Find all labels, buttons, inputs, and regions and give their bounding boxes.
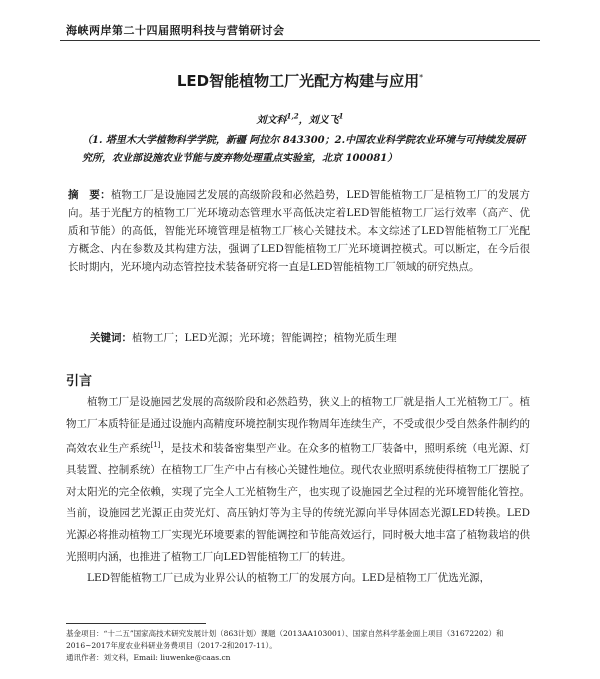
paper-title xyxy=(0,70,600,91)
body-paragraph xyxy=(66,392,530,568)
author-name: 刘义飞 xyxy=(308,115,339,126)
author-separator: ， xyxy=(298,115,309,126)
affiliation: （1. 塔里木大学植物科学学院，新疆 阿拉尔 843300；2.中国农业科学院农业环境与可持续发展研究所，农业部设施农业节能与废弃物处理重点实验室，北京 100081） xyxy=(82,135,526,164)
keywords-text: 植物工厂；LED光源；光环境；智能调控；植物光质生理 xyxy=(132,332,397,344)
abstract-text: 植物工厂是设施园艺发展的高级阶段和必然趋势，LED智能植物工厂是植物工厂的发展方向。基于光配方的植物工厂光环境动态管理水平高低决定着LED智能植物工厂运行效率（高产、优质和节能）的高低，智能光环境管理是植物工厂核心关键技术。本文综述了LED智能植物工厂光配方概念、内在参数及其构建方法，强调了LED智能植物工厂光环境调控模式。可以断定，在今后很长时期内，光环境内动态管控技术装备研究将一直是LED智能植物工厂领域的研究热点。 xyxy=(68,189,530,273)
author-affiliation-mark: 1 xyxy=(338,111,344,121)
author-affiliation-mark: 1,2 xyxy=(286,111,299,121)
body-paragraph: LED智能植物工厂已成为业界公认的植物工厂的发展方向。LED是植物工厂优选光源， xyxy=(87,572,491,585)
title-text: LED智能植物工厂光配方构建与应用 xyxy=(176,72,420,90)
header-rule xyxy=(60,40,540,41)
footnote-rule xyxy=(66,623,206,624)
section-heading: 引言 xyxy=(66,374,93,389)
abstract xyxy=(68,186,530,276)
citation-mark: [1] xyxy=(150,441,161,450)
correspondence-footnote: 通讯作者：刘文科，Email: liuwenke@caas.cn xyxy=(66,653,231,662)
author-name: 刘文科 xyxy=(256,115,287,126)
keywords xyxy=(90,330,530,346)
abstract-label: 摘 要： xyxy=(68,189,111,201)
paragraph-text: 植物工厂是设施园艺发展的高级阶段和必然趋势，狭义上的植物工厂就是指人工光植物工厂。植物工厂本质特征是通过设施内高精度环境控制实现作物周年连续生产，不受或很少受自然条件制约的高效农业生产系统 xyxy=(66,396,530,455)
running-header: 海峡两岸第二十四届照明科技与营销研讨会 xyxy=(66,24,285,37)
keywords-label: 关键词： xyxy=(90,332,132,344)
title-footnote-mark: * xyxy=(419,73,424,82)
funding-footnote: 基金项目：“十二五”国家高技术研究发展计划（863计划）课题（2013AA103001）、国家自然科学基金面上项目（31672202）和2016~2017年度农业科研业务费项目（2017-2和2017-11）。 xyxy=(66,629,504,650)
footnotes xyxy=(66,628,536,664)
paragraph-text: ，是技术和装备密集型产业。在众多的植物工厂装备中，照明系统（电光源、灯具装置、控制系统）在植物工厂生产中占有核心关键性地位。现代农业照明系统使得植物工厂摆脱了对太阳光的完全依赖，实现了完全人工光植物生产，也实现了设施园艺全过程的光环境智能化管控。当前，设施园艺光源正由荧光灯、高压钠灯等为主导的传统光源向半导体固态光源LED转换。LED光源必将推动植物工厂实现光环境要素的智能调控和节能高效运行，同时极大地丰富了植物栽培的供光照明内涵，也推进了植物工厂向LED智能植物工厂的转进。 xyxy=(66,442,531,563)
author-line xyxy=(0,111,600,126)
section-body xyxy=(66,392,530,590)
